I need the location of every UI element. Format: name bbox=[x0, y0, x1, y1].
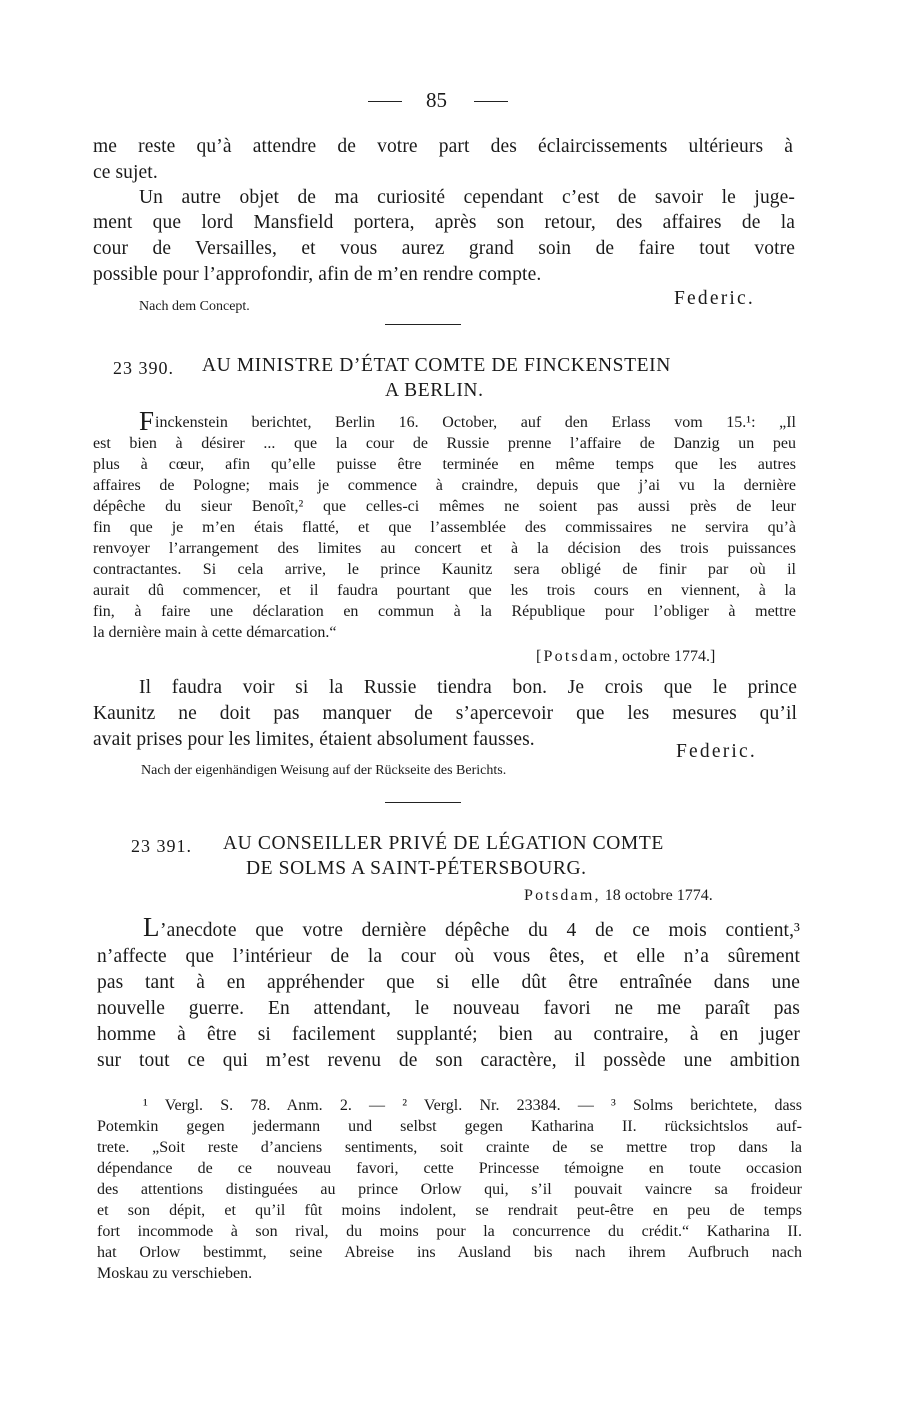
dateline-date: , octobre 1774.] bbox=[614, 648, 716, 665]
quote-line: affaires de Pologne; mais je commence à craindre, depuis que j’ai vu la dernière bbox=[93, 477, 796, 494]
letter-body-line: homme à être si facilement supplanté; bien au contraire, à en juger bbox=[97, 1024, 800, 1045]
source-note: Nach der eigenhändigen Weisung auf der Rückseite des Berichts. bbox=[141, 763, 507, 778]
letter-number: 23 391. bbox=[131, 836, 192, 856]
quote-line: aurait dû commencer, et il faudra pourtant que les trois cours en viennent, à la bbox=[93, 582, 796, 599]
letter-body-line: sur tout ce qui m’est revenu de son caractère, il possède une ambition bbox=[97, 1050, 800, 1071]
letter-title: AU MINISTRE D’ÉTAT COMTE DE FINCKENSTEIN bbox=[202, 355, 671, 376]
letter-body-line: nouvelle guerre. En attendant, le nouveau favori ne me paraît pas bbox=[97, 998, 800, 1019]
quote-initial: F bbox=[139, 406, 155, 436]
continuation-line: possible pour l’approfondir, afin de m’en rendre compte. bbox=[93, 264, 542, 285]
letter-title: AU CONSEILLER PRIVÉ DE LÉGATION COMTE bbox=[223, 833, 664, 854]
dateline-date: 18 octobre 1774. bbox=[604, 887, 713, 904]
letter-body-line: Il faudra voir si la Russie tiendra bon. Je crois que le prince bbox=[139, 677, 797, 698]
letter-title: DE SOLMS A SAINT-PÉTERSBOURG. bbox=[246, 858, 587, 879]
dateline-place: [Potsdam bbox=[536, 648, 615, 665]
quote-line: inckenstein berichtet, Berlin 16. October, auf den Erlass vom 15.¹: „Il bbox=[155, 414, 796, 431]
letter-title: A BERLIN. bbox=[385, 380, 484, 401]
section-divider bbox=[385, 324, 461, 325]
footnote-line: des attentions distinguées au prince Orlow qui, s’il pouvait vaincre sa froideur bbox=[97, 1181, 802, 1198]
quote-line: est bien à désirer ... que la cour de Russie prenne l’affaire de Danzig un peu bbox=[93, 435, 796, 452]
footnote-line: dépendance de ce nouveau favori, cette Princesse témoigne en toute occasion bbox=[97, 1160, 802, 1177]
letter-body-line: n’affecte que l’intérieur de la cour où vous êtes, et elle n’a sûrement bbox=[97, 946, 800, 967]
footnote-line: Potemkin gegen jedermann und selbst gegen Katharina II. rücksichtslos auf- bbox=[97, 1118, 802, 1135]
letter-body-line: pas tant à en appréhender que si elle dût être entraînée dans une bbox=[97, 972, 800, 993]
footnote-line: Moskau zu verschieben. bbox=[97, 1265, 253, 1282]
footnote-line: ¹ Vergl. S. 78. Anm. 2. — ² Vergl. Nr. 23384. — ³ Solms berichtete, dass bbox=[143, 1097, 802, 1114]
dateline bbox=[524, 887, 713, 905]
quote-line: la dernière main à cette démarcation.“ bbox=[93, 624, 337, 641]
continuation-line: ce sujet. bbox=[93, 162, 158, 183]
quote-line: plus à cœur, afin qu’elle puisse être terminée en même temps que les autres bbox=[93, 456, 796, 473]
footnote-line: fort incommode à son rival, du moins pour la concurrence du crédit.“ Katharina II. bbox=[97, 1223, 802, 1240]
continuation-line: me reste qu’à attendre de votre part des éclaircissements ultérieurs à bbox=[93, 136, 793, 157]
signature: Federic. bbox=[676, 741, 757, 762]
letter-number: 23 390. bbox=[113, 358, 174, 378]
quote-line: fin que je m’en étais flatté, et que l’assemblée des commissaires ne servira qu’à bbox=[93, 519, 796, 536]
signature: Federic. bbox=[674, 288, 755, 309]
header-dash-left bbox=[368, 101, 402, 102]
footnote-line: et son dépit, et qu’il fût moins indolent, se rendrait peut-être en peu de temps bbox=[97, 1202, 802, 1219]
footnote-line: trete. „Soit reste d’anciens sentiments, soit crainte de se mettre trop dans la bbox=[97, 1139, 802, 1156]
quote-line: dépêche du sieur Benoît,² que celles-ci mêmes ne soient pas aussi près de leur bbox=[93, 498, 796, 515]
quote-line: renvoyer l’arrangement des limites au concert et à la décision des trois puissances bbox=[93, 540, 796, 557]
letter-body-line: Kaunitz ne doit pas manquer de s’apercevoir que les mesures qu’il bbox=[93, 703, 797, 724]
continuation-line: Un autre objet de ma curiosité cependant c’est de savoir le juge- bbox=[139, 187, 795, 208]
page-number: 85 bbox=[426, 88, 447, 112]
body-initial: L bbox=[143, 912, 160, 942]
quote-line: fin, à faire une déclaration en commun à la République pour l’obliger à mettre bbox=[93, 603, 796, 620]
header-dash-right bbox=[474, 101, 508, 102]
dateline bbox=[536, 648, 715, 666]
dateline-place: Potsdam, bbox=[524, 887, 601, 904]
continuation-line: cour de Versailles, et vous aurez grand soin de faire tout votre bbox=[93, 238, 795, 259]
section-divider bbox=[385, 802, 461, 803]
letter-body-line: avait prises pour les limites, étaient absolument fausses. bbox=[93, 729, 535, 750]
continuation-line: ment que lord Mansfield portera, après son retour, des affaires de la bbox=[93, 212, 795, 233]
footnote-line: hat Orlow bestimmt, seine Abreise ins Ausland bis nach ihrem Aufbruch nach bbox=[97, 1244, 802, 1261]
source-note: Nach dem Concept. bbox=[139, 299, 250, 314]
letter-body-line: ’anecdote que votre dernière dépêche du 4 de ce mois contient,³ bbox=[160, 920, 800, 941]
quote-line: contractantes. Si cela arrive, le prince Kaunitz sera obligé de finir par où il bbox=[93, 561, 796, 578]
